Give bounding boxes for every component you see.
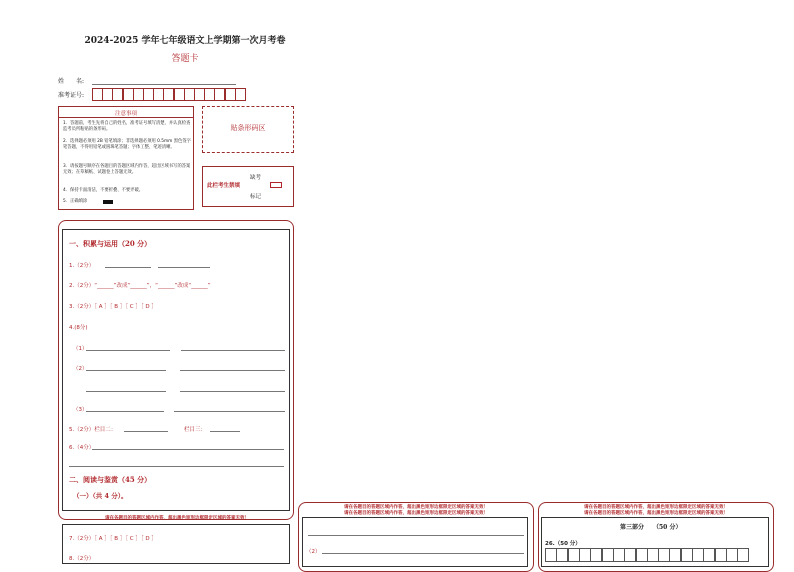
- warning-middle-2: 请在各题目的答题区域内作答，超出黑色矩形边框限定区域的答案无效！: [344, 511, 488, 516]
- exam-title: 2024-2025 学年七年级语文上学期第一次月考卷: [84, 36, 286, 46]
- barcode-area: [202, 106, 294, 153]
- q4-2-blank-a[interactable]: [86, 370, 166, 371]
- middle-q2-label: （2）: [306, 549, 321, 555]
- middle-blank-b[interactable]: [322, 553, 524, 554]
- q2-label: 2.（2分）“______”改成“______”，“______”改成“______”: [69, 283, 211, 289]
- id-label: 准考证号:: [58, 92, 85, 99]
- name-label: 姓 名:: [58, 78, 85, 85]
- q5-blank-a[interactable]: [124, 431, 168, 432]
- filled-mark-example: [103, 200, 113, 204]
- absent-box: [202, 166, 294, 207]
- part2-subheading: （一）（共 4 分）。: [73, 492, 128, 500]
- q4-3-blank-a[interactable]: [86, 411, 164, 412]
- q1-blank-a[interactable]: [105, 267, 151, 268]
- note-5: 5．正确填涂: [63, 199, 88, 204]
- note-3: 3．请按题号顺序在各题目的答题区域内作答，超出区域书写的答案无效；在草稿纸、试题卷上答题无效。: [63, 164, 191, 175]
- q6-blank-b[interactable]: [69, 466, 284, 467]
- q4-1-blank-a[interactable]: [86, 350, 170, 351]
- absent-notice: 此栏考生禁填: [207, 183, 241, 189]
- q4-3-blank-b[interactable]: [174, 411, 285, 412]
- q4-2-blank-b[interactable]: [180, 370, 285, 371]
- q26-label: 26.（50 分）: [545, 541, 581, 547]
- q3-choices[interactable]: 3.（2分）［ A ］［ B ］［ C ］［ D ］: [69, 304, 157, 310]
- q8-label: 8.（2分）: [69, 556, 95, 562]
- q4-label: 4.(8分): [69, 325, 88, 331]
- q4-3-label: （3）: [73, 407, 88, 413]
- middle-blank-a[interactable]: [308, 535, 524, 536]
- q5-blank-b[interactable]: [210, 431, 240, 432]
- warning-right-1: 请在各题目的答题区域内作答，超出黑色矩形边框限定区域的答案无效！: [584, 505, 728, 510]
- q6-blank-a[interactable]: [92, 449, 284, 450]
- absent-checkbox[interactable]: [270, 182, 282, 188]
- warning-right-2: 请在各题目的答题区域内作答，超出黑色矩形边框限定区域的答案无效！: [584, 511, 728, 516]
- q5-label-b: 栏目三：: [184, 427, 207, 433]
- part1-heading: 一、积累与运用（20 分）: [69, 239, 152, 248]
- q4-1-blank-b[interactable]: [181, 350, 285, 351]
- q4-1-label: （1）: [73, 346, 88, 352]
- q4-2-blank-c[interactable]: [86, 391, 166, 392]
- q4-2-label: （2）: [73, 366, 88, 372]
- absent-line2: 标记: [250, 194, 262, 200]
- barcode-label: 贴条形码区: [230, 124, 266, 132]
- q1-label: 1.（2分）: [69, 263, 95, 269]
- warning-middle-1: 请在各题目的答题区域内作答，超出黑色矩形边框限定区域的答案无效！: [344, 505, 488, 510]
- q4-2-blank-d[interactable]: [180, 391, 285, 392]
- note-4: 4．保持卡面清洁，不要折叠、不要弄破。: [63, 188, 144, 193]
- answer-sheet-label: 答题卡: [171, 54, 199, 64]
- q1-blank-b[interactable]: [158, 267, 210, 268]
- part2-heading: 二、阅读与鉴赏（45 分）: [69, 475, 152, 484]
- q5-label: 5.（2分）栏目二：: [69, 427, 117, 433]
- notes-title: 注意事项: [114, 111, 137, 117]
- absent-line1: 缺考: [250, 175, 262, 181]
- name-field[interactable]: [92, 84, 236, 85]
- part2-frame: [62, 524, 290, 564]
- q6-label: 6.（4分）: [69, 445, 95, 451]
- middle-frame: [302, 517, 528, 567]
- note-1: 1．答题前，考生先将自己的姓名，准考证号填写清楚，并认真检查监考员所粘贴的条形码。: [63, 121, 191, 132]
- id-number-boxes[interactable]: [92, 88, 245, 101]
- q7-choices[interactable]: 7.（2分）［ A ］［ B ］［ C ］［ D ］: [69, 536, 157, 542]
- notes-box: [58, 106, 194, 210]
- note-2: 2．选择题必须用 2B 铅笔填涂；非选择题必须用 0.5mm 黑色签字笔答题，不得用铅笔或圆珠笔答题；字体工整、笔迹清晰。: [63, 139, 191, 150]
- part3-heading: 第三部分 （50 分）: [620, 524, 682, 531]
- warning-left: 请在各题目的答题区域内作答，超出黑色矩形边框限定区域的答案无效！: [105, 516, 249, 521]
- essay-grid-row[interactable]: [545, 548, 749, 562]
